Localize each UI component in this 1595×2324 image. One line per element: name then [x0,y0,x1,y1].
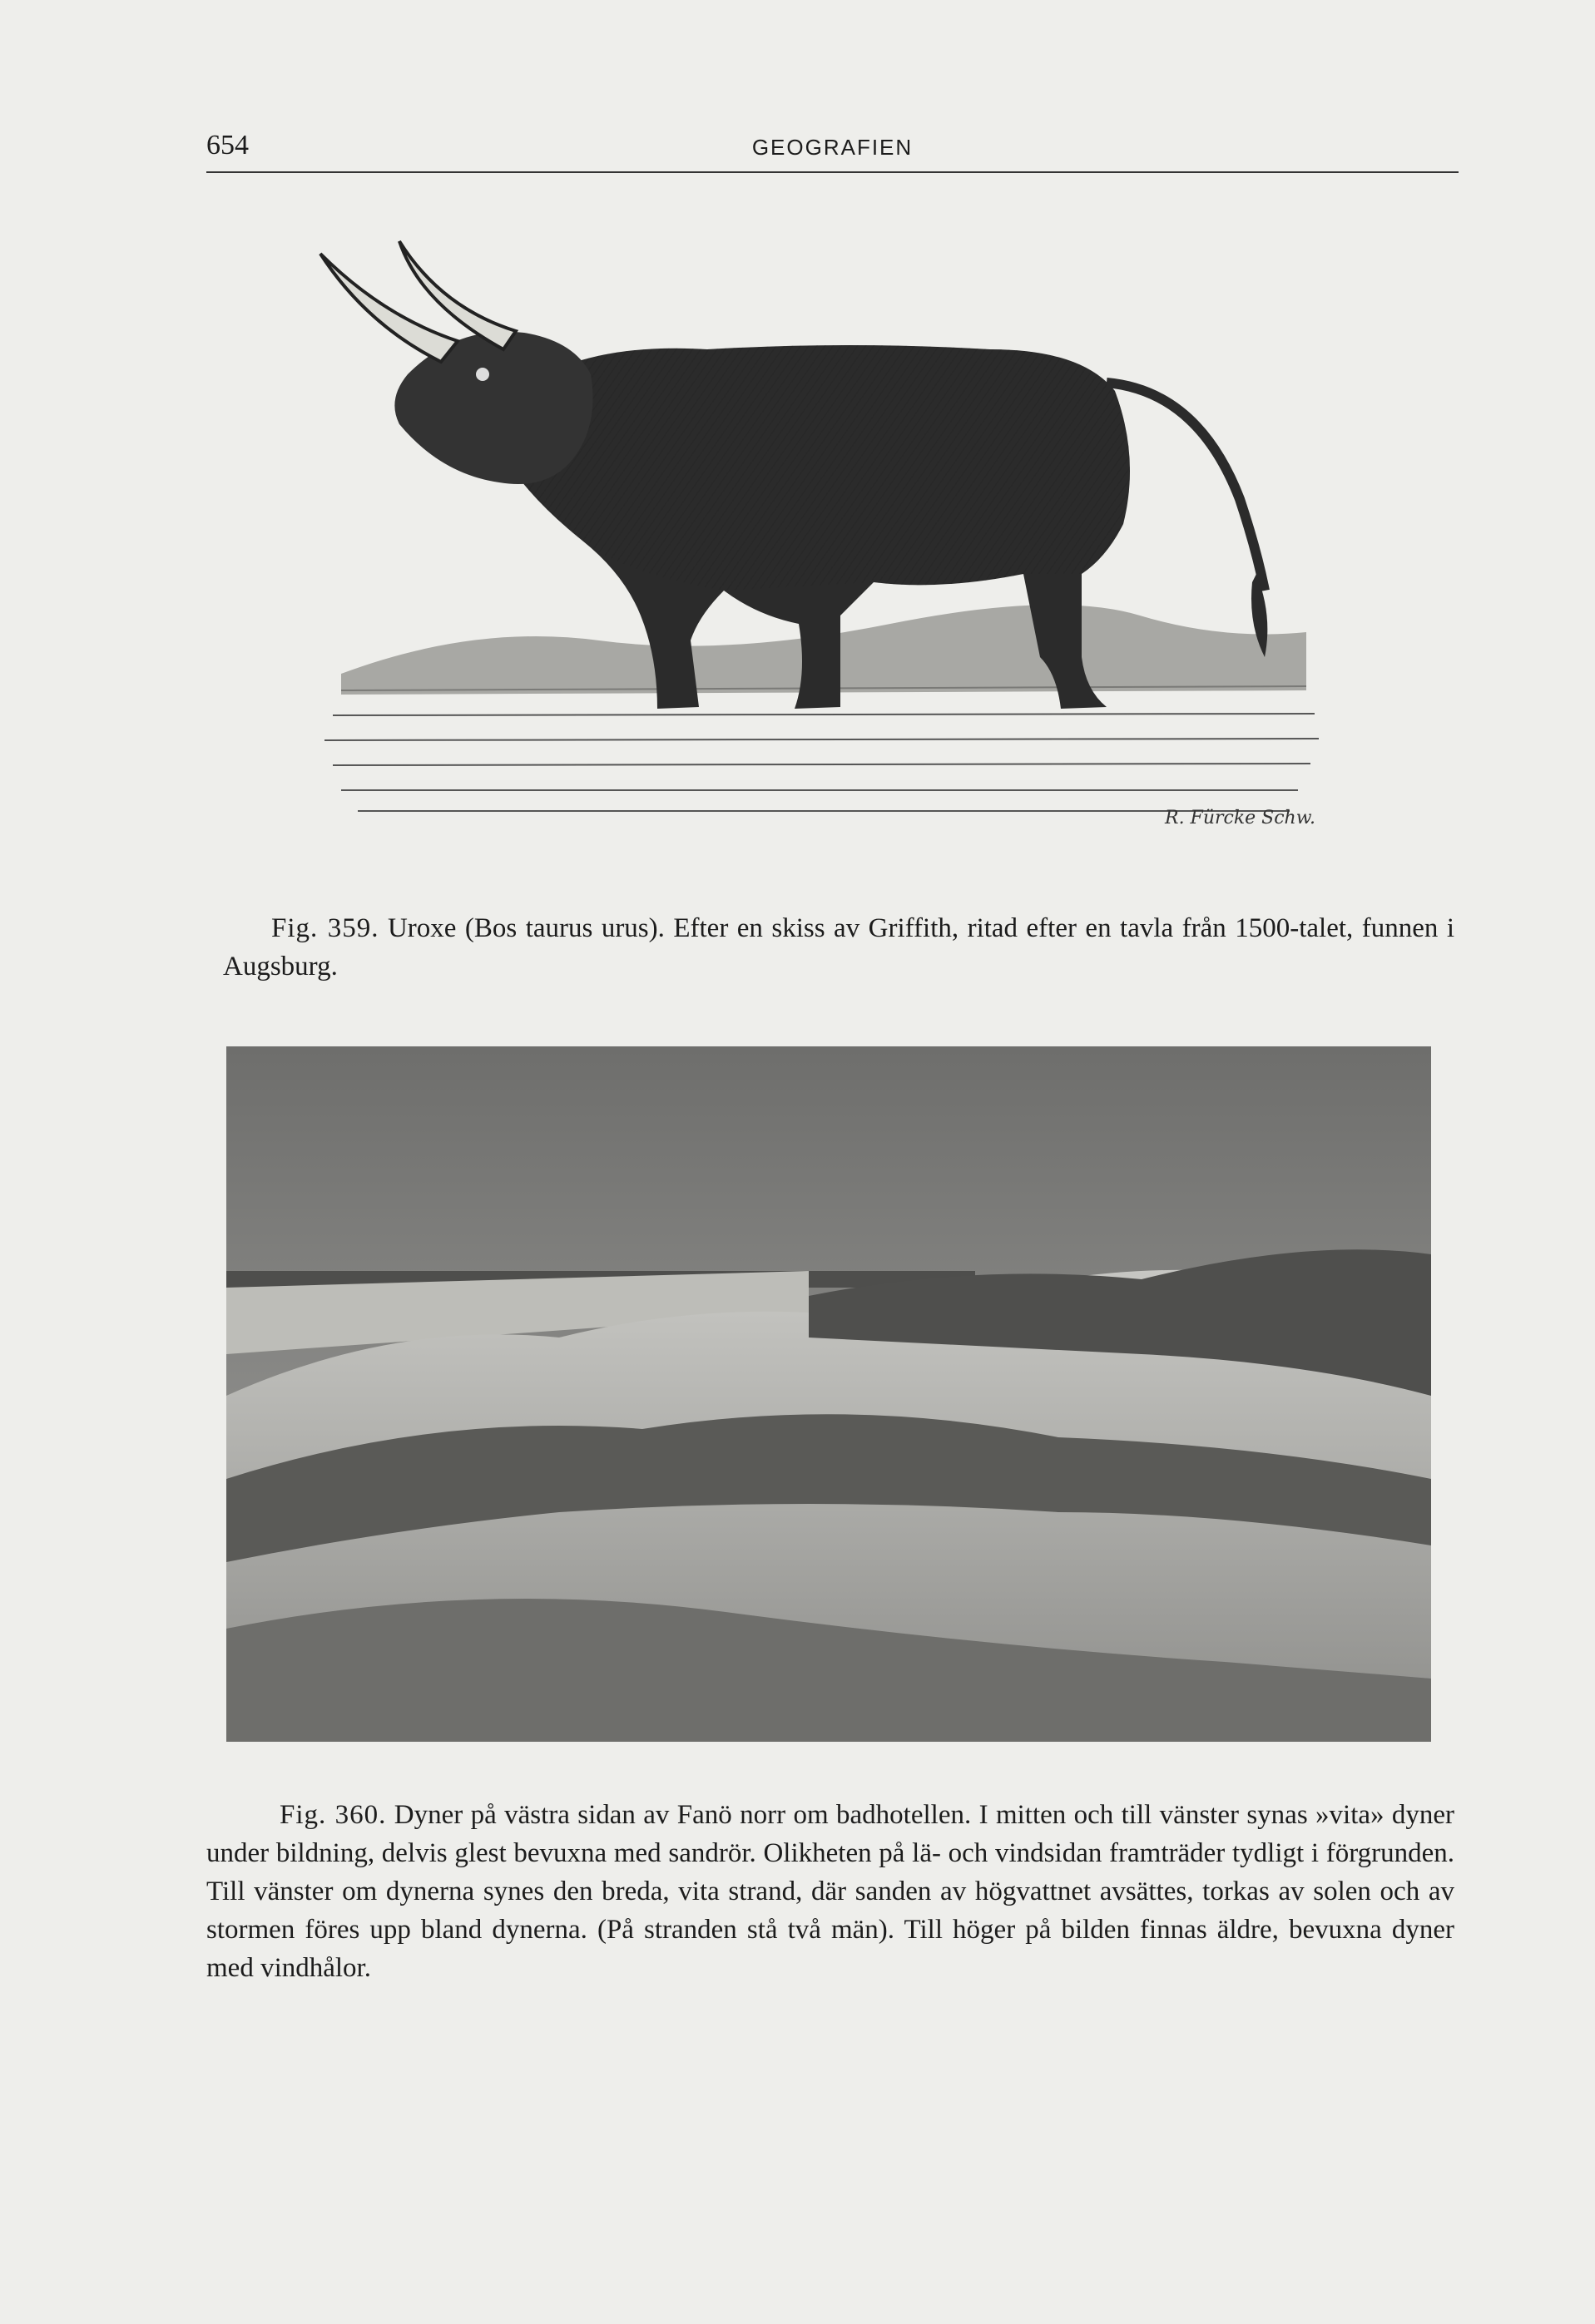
aurochs-illustration [308,225,1356,857]
dunes-photograph [226,1046,1431,1742]
left-horn [320,254,458,362]
figure-359-text: Uroxe (Bos taurus urus). Efter en skiss av Griffith, ritad efter en tavla från 1500-talet, funnen i Augsburg. [223,913,1455,982]
aurochs-eye [476,368,489,381]
page-header [206,125,1459,173]
page-number: 654 [206,130,249,161]
aurochs-tail [1107,383,1265,591]
figure-359-label: Fig. 359. [271,913,379,943]
figure-360-caption [206,1796,1454,1987]
running-title: GEOGRAFIEN [751,135,914,160]
aurochs-engraving [308,225,1356,857]
engraver-signature: R. Fürcke Schw. [1165,808,1315,828]
dunes-photo [226,1046,1431,1742]
figure-359-caption [223,909,1454,986]
figure-360-label: Fig. 360. [280,1800,387,1830]
figure-360-text: Dyner på västra sidan av Fanö norr om badhotellen. I mitten och till vänster synas »vita» dyner under bildning, delvis glest bevuxna med sandrör. Olikheten på lä- och vindsidan framträder tydligt i förgrunden. Till vänster om dynerna synes den breda, vita strand, där sanden av högvattnet avsättes, torkas av solen och av stormen föres upp bland dynerna. (På stranden stå två män). Till höger på bilden finnas äldre, bevuxna dyner med vindhålor. [206,1800,1455,1983]
